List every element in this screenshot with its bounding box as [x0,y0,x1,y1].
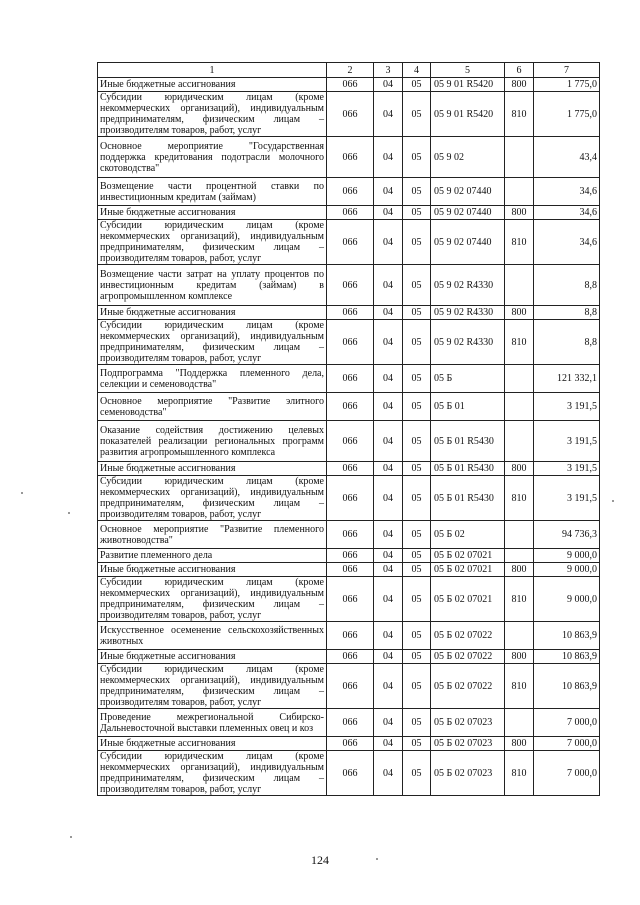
row-name-cell: Иные бюджетные ассигнования [98,650,327,664]
row-name-cell: Иные бюджетные ассигнования [98,306,327,320]
table-row [98,462,600,476]
row-subsection-cell: 05 [403,737,431,751]
row-name-cell: Иные бюджетные ассигнования [98,737,327,751]
table-row [98,709,600,737]
row-target-article-cell: 05 Б [431,365,505,393]
row-section-cell: 04 [374,709,403,737]
row-target-article-cell: 05 9 01 R5420 [431,78,505,92]
row-name-cell: Искусственное осеменение сельскохозяйственных животных [98,622,327,650]
row-amount-cell: 7 000,0 [534,737,600,751]
row-name-cell: Оказание содействия достижению целевых показателей реализации региональных программ развития агропромышленного комплекса [98,421,327,462]
row-section-cell: 04 [374,220,403,265]
row-section-cell: 04 [374,393,403,421]
row-amount-cell: 7 000,0 [534,751,600,796]
scan-speck [70,836,72,838]
row-target-article-cell: 05 Б 02 [431,521,505,549]
row-subsection-cell: 05 [403,206,431,220]
row-target-article-cell: 05 Б 01 R5430 [431,476,505,521]
row-section-cell: 04 [374,92,403,137]
scan-speck [612,500,614,502]
row-ministry-code-cell: 066 [327,92,374,137]
row-expense-type-cell [505,549,534,563]
table-row [98,92,600,137]
row-amount-cell: 10 863,9 [534,650,600,664]
row-subsection-cell: 05 [403,462,431,476]
table-row [98,751,600,796]
row-ministry-code-cell: 066 [327,737,374,751]
row-amount-cell: 9 000,0 [534,549,600,563]
table-row [98,206,600,220]
row-subsection-cell: 05 [403,751,431,796]
table-row [98,306,600,320]
row-section-cell: 04 [374,549,403,563]
row-name-cell: Возмещение части затрат на уплату процентов по инвестиционным кредитам (займам) в агропромышленном комплексе [98,265,327,306]
row-ministry-code-cell: 066 [327,521,374,549]
header-col-1: 1 [98,63,327,78]
row-target-article-cell: 05 9 02 R4330 [431,320,505,365]
row-target-article-cell: 05 Б 02 07022 [431,664,505,709]
row-section-cell: 04 [374,577,403,622]
row-expense-type-cell: 810 [505,664,534,709]
table-row [98,521,600,549]
row-name-cell: Основное мероприятие "Государственная поддержка кредитования подотрасли молочного скотоводства" [98,137,327,178]
row-name-cell: Проведение межрегиональной Сибирско-Дальневосточной выставки племенных овец и коз [98,709,327,737]
page-number: 124 [311,853,329,867]
row-section-cell: 04 [374,365,403,393]
row-amount-cell: 34,6 [534,220,600,265]
table-row [98,265,600,306]
table-row [98,650,600,664]
row-subsection-cell: 05 [403,220,431,265]
row-section-cell: 04 [374,206,403,220]
row-target-article-cell: 05 9 01 R5420 [431,92,505,137]
table-row [98,563,600,577]
row-section-cell: 04 [374,622,403,650]
row-name-cell: Субсидии юридическим лицам (кроме некоммерческих организаций), индивидуальным предпринимателям, физическим лицам – производителям товаров, работ, услуг [98,751,327,796]
row-ministry-code-cell: 066 [327,365,374,393]
row-name-cell: Основное мероприятие "Развитие элитного семеноводства" [98,393,327,421]
row-subsection-cell: 05 [403,306,431,320]
header-col-7: 7 [534,63,600,78]
table-row [98,549,600,563]
table-row [98,220,600,265]
row-amount-cell: 9 000,0 [534,563,600,577]
row-target-article-cell: 05 Б 01 R5430 [431,421,505,462]
row-target-article-cell: 05 9 02 R4330 [431,265,505,306]
row-section-cell: 04 [374,306,403,320]
row-expense-type-cell [505,521,534,549]
row-amount-cell: 3 191,5 [534,393,600,421]
row-target-article-cell: 05 9 02 07440 [431,220,505,265]
row-name-cell: Субсидии юридическим лицам (кроме некоммерческих организаций), индивидуальным предпринимателям, физическим лицам – производителям товаров, работ, услуг [98,476,327,521]
table-row [98,320,600,365]
row-amount-cell: 8,8 [534,265,600,306]
row-ministry-code-cell: 066 [327,306,374,320]
row-name-cell: Основное мероприятие "Развитие племенного животноводства" [98,521,327,549]
row-target-article-cell: 05 Б 02 07022 [431,650,505,664]
table-row [98,664,600,709]
row-target-article-cell: 05 9 02 [431,137,505,178]
row-expense-type-cell: 800 [505,306,534,320]
row-section-cell: 04 [374,78,403,92]
row-target-article-cell: 05 Б 02 07023 [431,751,505,796]
row-target-article-cell: 05 Б 02 07023 [431,709,505,737]
row-ministry-code-cell: 066 [327,650,374,664]
row-subsection-cell: 05 [403,650,431,664]
row-ministry-code-cell: 066 [327,421,374,462]
row-amount-cell: 34,6 [534,178,600,206]
row-name-cell: Развитие племенного дела [98,549,327,563]
row-section-cell: 04 [374,476,403,521]
row-target-article-cell: 05 Б 02 07022 [431,622,505,650]
table-header-row [98,63,600,78]
row-amount-cell: 3 191,5 [534,421,600,462]
row-name-cell: Субсидии юридическим лицам (кроме некоммерческих организаций), индивидуальным предпринимателям, физическим лицам – производителям товаров, работ, услуг [98,664,327,709]
table-row [98,476,600,521]
row-target-article-cell: 05 Б 02 07021 [431,563,505,577]
table-row [98,137,600,178]
row-expense-type-cell: 800 [505,737,534,751]
row-amount-cell: 1 775,0 [534,92,600,137]
row-ministry-code-cell: 066 [327,577,374,622]
row-ministry-code-cell: 066 [327,563,374,577]
row-amount-cell: 10 863,9 [534,622,600,650]
row-subsection-cell: 05 [403,549,431,563]
row-subsection-cell: 05 [403,92,431,137]
row-section-cell: 04 [374,265,403,306]
row-name-cell: Иные бюджетные ассигнования [98,462,327,476]
row-subsection-cell: 05 [403,521,431,549]
row-amount-cell: 3 191,5 [534,476,600,521]
row-name-cell: Субсидии юридическим лицам (кроме некоммерческих организаций), индивидуальным предпринимателям, физическим лицам – производителям товаров, работ, услуг [98,577,327,622]
row-section-cell: 04 [374,563,403,577]
row-subsection-cell: 05 [403,709,431,737]
row-amount-cell: 8,8 [534,306,600,320]
row-ministry-code-cell: 066 [327,664,374,709]
row-subsection-cell: 05 [403,320,431,365]
row-expense-type-cell: 800 [505,650,534,664]
row-expense-type-cell: 800 [505,563,534,577]
row-subsection-cell: 05 [403,137,431,178]
budget-table [97,62,600,796]
row-expense-type-cell: 810 [505,577,534,622]
row-name-cell: Субсидии юридическим лицам (кроме некоммерческих организаций), индивидуальным предпринимателям, физическим лицам – производителям товаров, работ, услуг [98,220,327,265]
row-subsection-cell: 05 [403,476,431,521]
row-subsection-cell: 05 [403,393,431,421]
header-col-3: 3 [374,63,403,78]
row-ministry-code-cell: 066 [327,220,374,265]
row-subsection-cell: 05 [403,178,431,206]
row-subsection-cell: 05 [403,664,431,709]
row-subsection-cell: 05 [403,365,431,393]
row-ministry-code-cell: 066 [327,462,374,476]
row-target-article-cell: 05 9 02 07440 [431,206,505,220]
table-row [98,78,600,92]
row-amount-cell: 9 000,0 [534,577,600,622]
table-body [98,78,600,796]
header-col-6: 6 [505,63,534,78]
row-target-article-cell: 05 9 02 07440 [431,178,505,206]
row-section-cell: 04 [374,178,403,206]
row-expense-type-cell [505,365,534,393]
row-amount-cell: 1 775,0 [534,78,600,92]
row-expense-type-cell [505,178,534,206]
row-target-article-cell: 05 Б 02 07023 [431,737,505,751]
row-section-cell: 04 [374,751,403,796]
table-row [98,421,600,462]
row-expense-type-cell: 800 [505,206,534,220]
row-section-cell: 04 [374,137,403,178]
row-expense-type-cell: 800 [505,462,534,476]
row-expense-type-cell: 810 [505,320,534,365]
row-name-cell: Иные бюджетные ассигнования [98,563,327,577]
row-target-article-cell: 05 9 02 R4330 [431,306,505,320]
row-name-cell: Иные бюджетные ассигнования [98,78,327,92]
scan-speck [21,492,23,494]
row-ministry-code-cell: 066 [327,709,374,737]
row-name-cell: Субсидии юридическим лицам (кроме некоммерческих организаций), индивидуальным предпринимателям, физическим лицам – производителям товаров, работ, услуг [98,92,327,137]
row-section-cell: 04 [374,737,403,751]
row-amount-cell: 8,8 [534,320,600,365]
row-ministry-code-cell: 066 [327,751,374,796]
row-expense-type-cell: 810 [505,92,534,137]
row-expense-type-cell: 810 [505,751,534,796]
table-row [98,393,600,421]
row-expense-type-cell [505,137,534,178]
row-expense-type-cell [505,709,534,737]
row-amount-cell: 94 736,3 [534,521,600,549]
row-subsection-cell: 05 [403,563,431,577]
row-subsection-cell: 05 [403,265,431,306]
table-row [98,737,600,751]
row-ministry-code-cell: 066 [327,265,374,306]
row-amount-cell: 43,4 [534,137,600,178]
row-expense-type-cell [505,622,534,650]
row-expense-type-cell: 800 [505,78,534,92]
row-amount-cell: 34,6 [534,206,600,220]
row-ministry-code-cell: 066 [327,549,374,563]
row-subsection-cell: 05 [403,622,431,650]
row-ministry-code-cell: 066 [327,622,374,650]
row-expense-type-cell [505,265,534,306]
table-row [98,178,600,206]
header-col-4: 4 [403,63,431,78]
row-target-article-cell: 05 Б 01 [431,393,505,421]
row-ministry-code-cell: 066 [327,206,374,220]
row-section-cell: 04 [374,650,403,664]
row-ministry-code-cell: 066 [327,320,374,365]
row-target-article-cell: 05 Б 01 R5430 [431,462,505,476]
table-row [98,622,600,650]
row-target-article-cell: 05 Б 02 07021 [431,577,505,622]
row-ministry-code-cell: 066 [327,178,374,206]
row-section-cell: 04 [374,462,403,476]
row-section-cell: 04 [374,664,403,709]
row-subsection-cell: 05 [403,421,431,462]
row-expense-type-cell: 810 [505,220,534,265]
table-row [98,365,600,393]
row-ministry-code-cell: 066 [327,78,374,92]
row-subsection-cell: 05 [403,78,431,92]
row-expense-type-cell [505,393,534,421]
row-amount-cell: 121 332,1 [534,365,600,393]
table-row [98,577,600,622]
row-section-cell: 04 [374,521,403,549]
row-section-cell: 04 [374,421,403,462]
row-ministry-code-cell: 066 [327,137,374,178]
row-name-cell: Иные бюджетные ассигнования [98,206,327,220]
row-section-cell: 04 [374,320,403,365]
header-col-5: 5 [431,63,505,78]
row-ministry-code-cell: 066 [327,393,374,421]
row-ministry-code-cell: 066 [327,476,374,521]
row-amount-cell: 10 863,9 [534,664,600,709]
scan-speck [68,512,70,514]
row-subsection-cell: 05 [403,577,431,622]
row-name-cell: Подпрограмма "Поддержка племенного дела, селекции и семеноводства" [98,365,327,393]
row-name-cell: Возмещение части процентной ставки по инвестиционным кредитам (займам) [98,178,327,206]
row-target-article-cell: 05 Б 02 07021 [431,549,505,563]
header-col-2: 2 [327,63,374,78]
row-expense-type-cell [505,421,534,462]
row-expense-type-cell: 810 [505,476,534,521]
row-name-cell: Субсидии юридическим лицам (кроме некоммерческих организаций), индивидуальным предпринимателям, физическим лицам – производителям товаров, работ, услуг [98,320,327,365]
scan-speck [376,858,378,860]
row-amount-cell: 7 000,0 [534,709,600,737]
row-amount-cell: 3 191,5 [534,462,600,476]
